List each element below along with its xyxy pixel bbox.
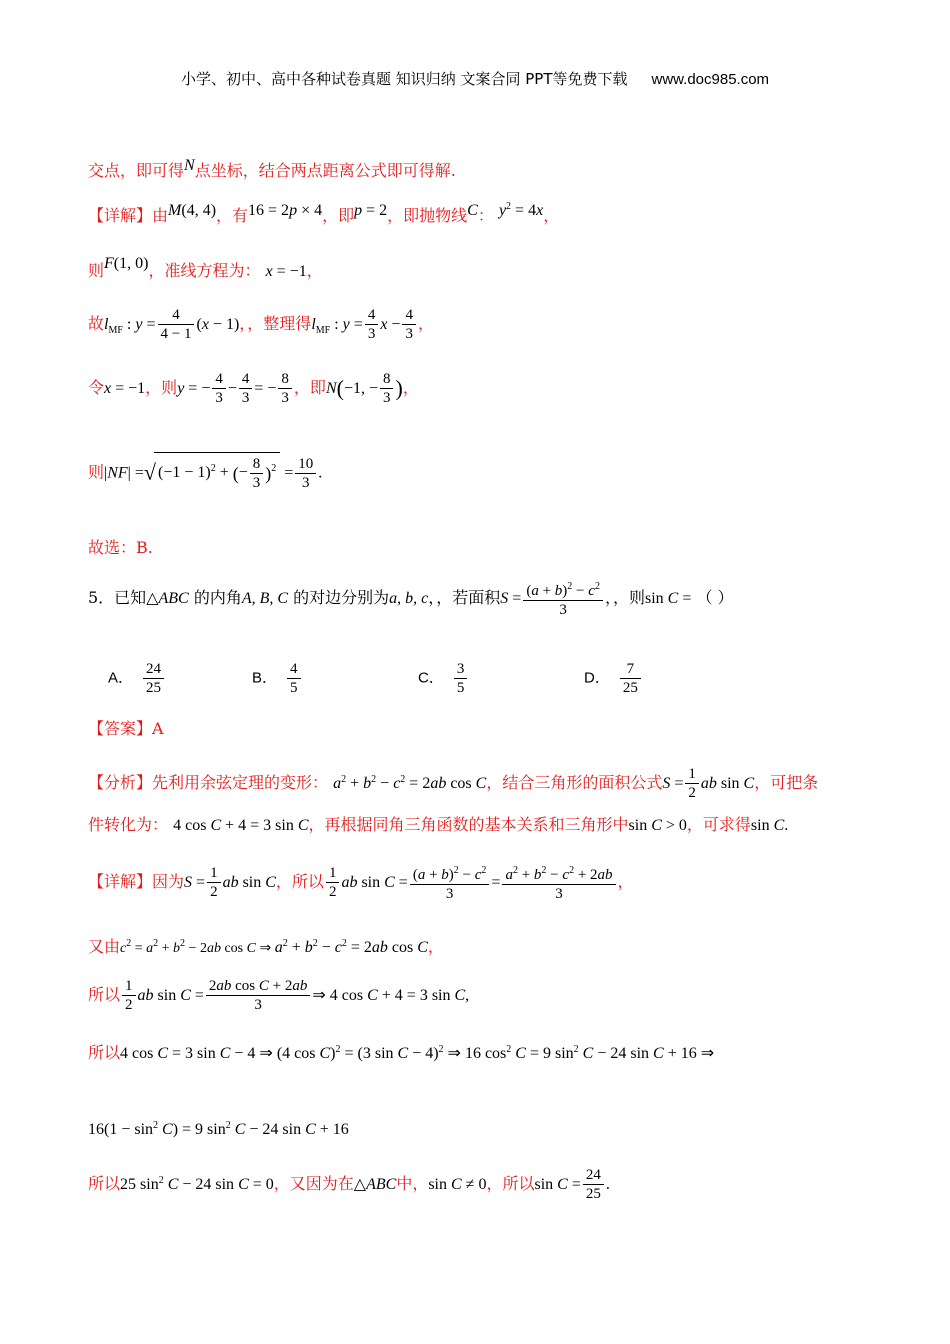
answer-line: 【答案】A bbox=[88, 719, 164, 738]
analysis-line-2: 件转化为： 4 cos C + 4 = 3 sin C，再根据同角三角函数的基本关系和三角形中sin C > 0，可求得sin C. bbox=[88, 815, 789, 834]
line-nf-distance: 则|NF| =√ $(-1 - 1)^2$ + (− $\frac{8}{3}$ )$^2$ = $\frac{10}{3}$ . bbox=[88, 452, 322, 494]
detail-line-4: 所以4 cos C = 3 sin C − 4 ⇒ (4 cos C)$^2$ = (3 sin C − 4)$^2$ ⇒ 16 $\cos^2 C = 9$ $\sin^2 C - 24$ sin C + 16 ⇒ bbox=[88, 1043, 715, 1062]
option-a[interactable]: A． $\frac{24}{25}$ bbox=[108, 660, 166, 697]
line-focus: 则F(1, 0)，准线方程为： x = −1， bbox=[88, 255, 323, 280]
detail-line-3: 所以 $\frac{1}{2}$ ab sin C = $\frac{\text{2ab cos C + 2ab}}{3}$ ⇒ 4 cos C + 4 = 3 sin C, bbox=[88, 978, 470, 1013]
detail-line-2: 又由$c^2 = a^2 + b^2 - 2ab$ cos C ⇒ $a^2 + b^2 - c^2 = 2ab$ cos C， bbox=[88, 937, 444, 956]
option-c[interactable]: C． $\frac{3}{5}$ bbox=[418, 660, 469, 697]
header-site: www.doc985.com bbox=[651, 71, 770, 88]
option-b[interactable]: B． $\frac{4}{5}$ bbox=[252, 660, 303, 697]
line-intersection: 交点，即可得N点坐标，结合两点距离公式即可得解. bbox=[88, 157, 456, 180]
analysis-line-1: 【分析】先利用余弦定理的变形： $a^2 + b^2 - c^2 = 2ab$ cos C，结合三角形的面积公式S = $\frac{1}{2}$ ab sin C，可把条 bbox=[88, 766, 819, 801]
header-text: 小学、初中、高中各种试卷真题 知识归纳 文案合同 PPT等免费下载 bbox=[180, 70, 628, 88]
option-d[interactable]: D． $\frac{7}{25}$ bbox=[584, 660, 643, 697]
line-detail-1: 【详解】由M(4, 4)，有16 = 2p × 4，即p = 2，即抛物线C： $y^2 = 4x$， bbox=[88, 201, 560, 225]
detail-tag: 【详解】 bbox=[88, 206, 153, 225]
line-choice: 故选：B. bbox=[88, 538, 153, 557]
page-header bbox=[0, 68, 950, 89]
line-n-point: 令x = −1，则y = − $\frac{4}{3}$ − $\frac{4}{3}$ = − $\frac{8}{3}$ ，即N(−1, − $\frac{8}{3}$ )， bbox=[88, 371, 419, 406]
detail-line-5: $16(1 - \sin^2 C) = 9$ $\sin^2 C - 24$ sin C + 16 bbox=[88, 1120, 349, 1138]
detail-line-6: 所以25 $\sin^2 C - 24$ sin C = 0，又因为在△ABC中，sin C ≠ 0，所以sin C = $\frac{24}{25}$ . bbox=[88, 1167, 610, 1202]
detail-line-1: 【详解】因为S = $\frac{1}{2}$ ab sin C，所以 $\frac{1}{2}$ ab sin C = $\frac{(a + b)^2 - c^2}{3}$ = $\frac{a^2 + b^2 - c^2 + 2ab}{3}$ ， bbox=[88, 862, 634, 903]
line-mf: 故$l_{MF}$ : y = $\frac{4}{4 - 1}$ (x − 1)，，整理得$l_{MF}$ : y = $\frac{4}{3}$ x − $\frac{4}{3}$ ， bbox=[88, 307, 434, 342]
question-5: 5．已知△ABC 的内角A, B, C 的对边分别为a, b, c，，若面积S = $\frac{(a + b)^2 - c^2}{3}$ ，，则sin C = （ ） bbox=[88, 578, 734, 619]
